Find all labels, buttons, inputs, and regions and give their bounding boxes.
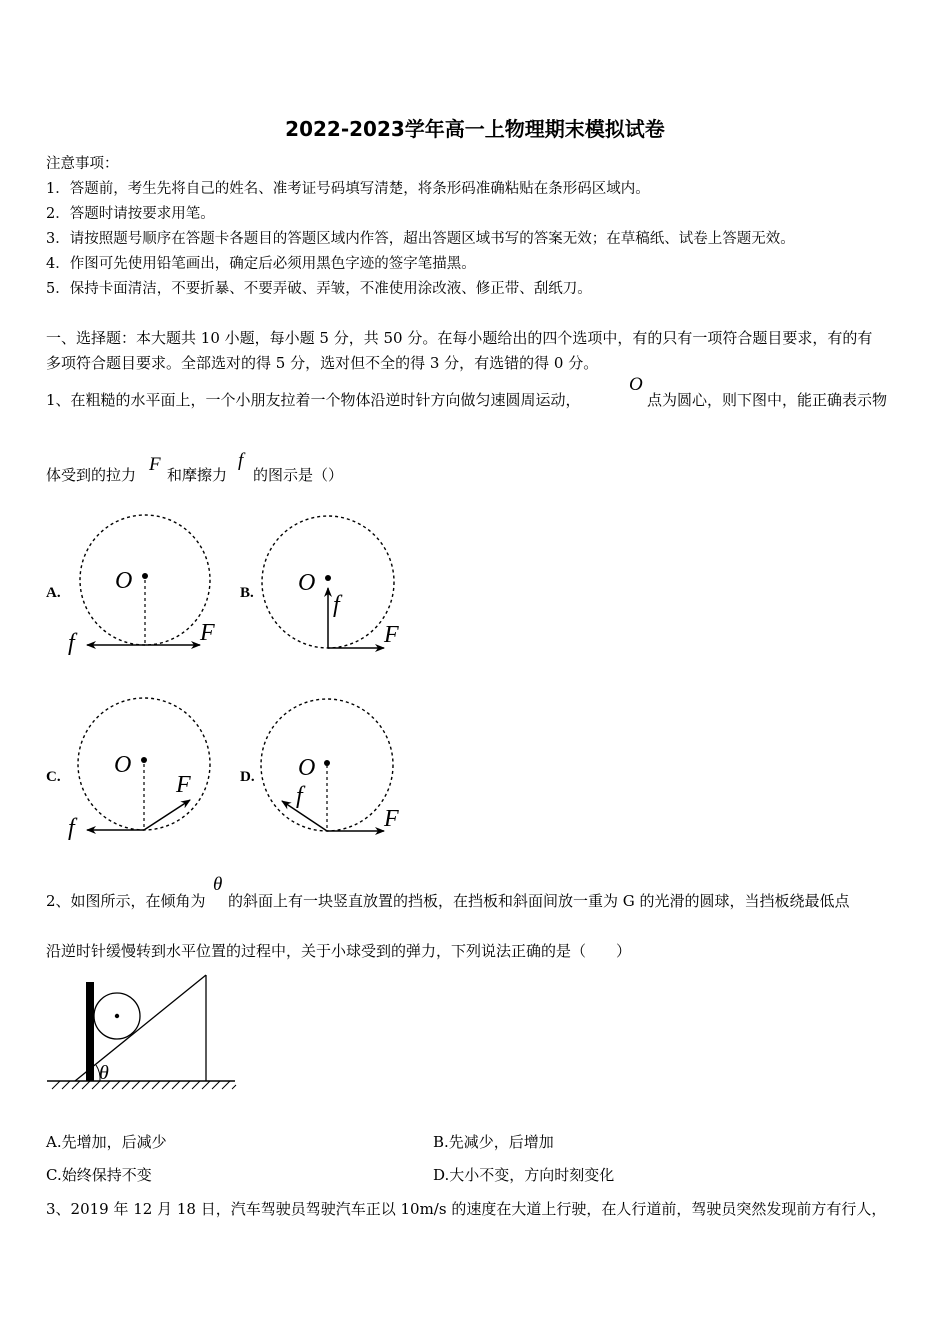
q1-text-line2a: 体受到的拉力 [46, 466, 137, 484]
center-point [141, 757, 147, 763]
ground-hatching [52, 1081, 236, 1089]
note-item: 3．请按照题号顺序在答题卡各题目的答题区域内作答，超出答题区域书写的答案无效；在草稿纸、试卷上答题无效。 [46, 231, 795, 247]
center-label: O [115, 568, 133, 594]
ball-center [115, 1014, 119, 1018]
q2-choice-c[interactable]: C.始终保持不变 [46, 1166, 152, 1184]
center-label: O [298, 570, 316, 596]
angle-label: θ [99, 1062, 109, 1084]
q2-text-line2: 沿逆时针缓慢转到水平位置的过程中，关于小球受到的弹力，下列说法正确的是（ ） [46, 942, 632, 960]
q1-text-line1b: 点为圆心，则下图中，能正确表示物 [647, 391, 888, 409]
note-item: 5．保持卡面清洁，不要折暴、不要弄破、弄皱，不准使用涂改液、修正带、刮纸刀。 [46, 281, 592, 297]
q2-figure [47, 975, 236, 1089]
note-item: 4．作图可先使用铅笔画出，确定后必须用黑色字迹的签字笔描黑。 [46, 256, 476, 272]
q1-symbol-O: O [629, 374, 643, 395]
q1-text-line2c: 的图示是（） [253, 466, 344, 484]
q2-choice-b[interactable]: B.先减少，后增加 [433, 1133, 554, 1151]
q1-option-a-label[interactable]: A. [46, 585, 61, 601]
center-label: O [298, 755, 316, 781]
q2-choice-d[interactable]: D.大小不变，方向时刻变化 [433, 1166, 615, 1184]
q2-text-line1b: 的斜面上有一块竖直放置的挡板，在挡板和斜面间放一重为 G 的光滑的圆球，当挡板绕最低点 [228, 892, 850, 910]
q1-option-b-label[interactable]: B. [240, 585, 254, 601]
friction-label: f [333, 592, 340, 618]
friction-label: f [68, 815, 75, 841]
notes-heading: 注意事项： [46, 156, 119, 172]
q1-symbol-F: F [149, 454, 161, 475]
q1-diagram-d [261, 699, 399, 832]
force-label: F [384, 622, 399, 648]
note-item: 1．答题前，考生先将自己的姓名、准考证号码填写清楚，将条形码准确粘贴在条形码区域内。 [46, 181, 650, 197]
force-label: F [176, 772, 191, 798]
friction-label: f [68, 630, 75, 656]
incline-surface [75, 975, 206, 1081]
q1-text-line2b: 和摩擦力 [167, 466, 228, 484]
q1-option-d-label[interactable]: D. [240, 769, 255, 785]
section-intro-line2: 多项符合题目要求。全部选对的得 5 分，选对但不全的得 3 分，有选错的得 0 分。 [46, 354, 599, 372]
note-item: 2．答题时请按要求用笔。 [46, 206, 215, 222]
force-label: F [200, 620, 215, 646]
q1-diagram-a [68, 515, 215, 656]
q2-text-line1a: 2、如图所示，在倾角为 [46, 892, 206, 910]
friction-label: f [296, 783, 303, 809]
q1-option-c-label[interactable]: C. [46, 769, 61, 785]
force-label: F [384, 806, 399, 832]
vertical-board [86, 982, 94, 1081]
q1-symbol-f: f [238, 450, 244, 471]
q2-symbol-theta: θ [213, 874, 223, 895]
section-intro-line1: 一、选择题：本大题共 10 小题，每小题 5 分，共 50 分。在每小题给出的四个选项中，有的只有一项符合题目要求，有的有 [46, 329, 873, 347]
center-point [325, 575, 331, 581]
center-point [142, 573, 148, 579]
q1-diagram-c [68, 698, 210, 841]
q3-text-line1: 3、2019 年 12 月 18 日，汽车驾驶员驾驶汽车正以 10m/s 的速度在大道上行驶，在人行道前，驾驶员突然发现前方有行人， [46, 1200, 887, 1218]
q2-choice-a[interactable]: A.先增加，后减少 [46, 1133, 167, 1151]
page-title: 2022-2023学年高一上物理期末模拟试卷 [285, 117, 665, 141]
q1-diagram-b [262, 516, 399, 648]
center-label: O [114, 752, 132, 778]
q1-text-line1a: 1、在粗糙的水平面上，一个小朋友拉着一个物体沿逆时针方向做匀速圆周运动， [46, 391, 581, 409]
